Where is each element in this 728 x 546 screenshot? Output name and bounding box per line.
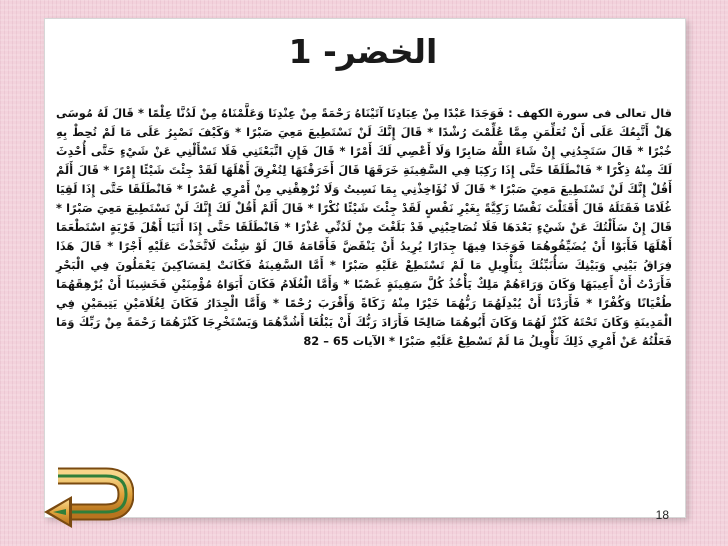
back-arrow-button[interactable] [22,466,134,532]
title-container [68,24,658,78]
page-number: 18 [655,508,669,522]
slide-title: الخضر- 1 [288,31,438,71]
quran-text: قال تعالى فى سورة الكهف : فَوَجَدَا عَبْدًا مِنْ عِبَادِنَا آتَيْنَاهُ رَحْمَةً مِنْ عِنْدِنَا وَعَلَّمْنَاهُ مِنْ لَدُنَّا عِلْمًا * قَالَ لَهُ مُوسَى هَلْ أَتَّبِعُكَ عَلَى أَنْ تُعَلِّمَنِ مِمَّا عُلِّمْتَ رُشْدًا * قَالَ إِنَّكَ لَنْ تَسْتَطِيعَ مَعِيَ صَبْرًا * وَكَيْفَ تَصْبِرُ عَلَى مَا لَمْ تُحِطْ بِهِ خُبْرًا * قَالَ سَتَجِدُنِي إِنْ شَاءَ اللَّهُ صَابِرًا وَلَا أَعْصِي لَكَ أَمْرًا * قَالَ فَإِنِ اتَّبَعْتَنِي فَلَا تَسْأَلْنِي عَنْ شَيْءٍ حَتَّى أُحْدِثَ لَكَ مِنْهُ ذِكْرًا * فَانْطَلَقَا حَتَّى إِذَا رَكِبَا فِي السَّفِينَةِ خَرَقَهَا قَالَ أَخَرَقْتَهَا لِتُغْرِقَ أَهْلَهَا لَقَدْ جِئْتَ شَيْئًا إِمْرًا * قَالَ أَلَمْ أَقُلْ إِنَّكَ لَنْ تَسْتَطِيعَ مَعِيَ صَبْرًا * قَالَ لَا تُؤَاخِذْنِي بِمَا نَسِيتُ وَلَا تُرْهِقْنِي مِنْ أَمْرِي عُسْرًا * فَانْطَلَقَا حَتَّى إِذَا لَقِيَا غُلَامًا فَقَتَلَهُ قَالَ أَقَتَلْتَ نَفْسًا زَكِيَّةً بِغَيْرِ نَفْسٍ لَقَدْ جِئْتَ شَيْئًا نُكْرًا * قَالَ أَلَمْ أَقُلْ لَكَ إِنَّكَ لَنْ تَسْتَطِيعَ مَعِيَ صَبْرًا * قَالَ إِنْ سَأَلْتُكَ عَنْ شَيْءٍ بَعْدَهَا فَلَا تُصَاحِبْنِي قَدْ بَلَغْتَ مِنْ لَدُنِّي عُذْرًا * فَانْطَلَقَا حَتَّى إِذَا أَتَيَا أَهْلَ قَرْيَةٍ اسْتَطْعَمَا أَهْلَهَا فَأَبَوْا أَنْ يُضَيِّفُوهُمَا فَوَجَدَا فِيهَا جِدَارًا يُرِيدُ أَنْ يَنْقَضَّ فَأَقَامَهُ قَالَ لَوْ شِئْتَ لَاتَّخَذْتَ عَلَيْهِ أَجْرًا * قَالَ هَذَا فِرَاقُ بَيْنِي وَبَيْنِكَ سَأُنَبِّئُكَ بِتَأْوِيلِ مَا لَمْ تَسْتَطِعْ عَلَيْهِ صَبْرًا * أَمَّا السَّفِينَةُ فَكَانَتْ لِمَسَاكِينَ يَعْمَلُونَ فِي الْبَحْرِ فَأَرَدْتُ أَنْ أَعِيبَهَا وَكَانَ وَرَاءَهُمْ مَلِكٌ يَأْخُذُ كُلَّ سَفِينَةٍ غَصْبًا * وَأَمَّا الْغُلَامُ فَكَانَ أَبَوَاهُ مُؤْمِنَيْنِ فَخَشِينَا أَنْ يُرْهِقَهُمَا طُغْيَانًا وَكُفْرًا * فَأَرَدْنَا أَنْ يُبْدِلَهُمَا رَبُّهُمَا خَيْرًا مِنْهُ زَكَاةً وَأَقْرَبَ رُحْمًا * وَأَمَّا الْجِدَارُ فَكَانَ لِغُلَامَيْنِ يَتِيمَيْنِ فِي الْمَدِينَةِ وَكَانَ تَحْتَهُ كَنْزٌ لَهُمَا وَكَانَ أَبُوهُمَا صَالِحًا فَأَرَادَ رَبُّكَ أَنْ يَبْلُغَا أَشُدَّهُمَا وَيَسْتَخْرِجَا كَنْزَهُمَا رَحْمَةً مِنْ رَبِّكَ وَمَا فَعَلْتُهُ عَنْ أَمْرِي ذَلِكَ تَأْوِيلُ مَا لَمْ تَسْطِعْ عَلَيْهِ صَبْرًا * الآيات 65 – 82 [56,106,672,348]
quran-text-block [56,104,672,474]
u-turn-back-arrow-icon [22,466,134,532]
